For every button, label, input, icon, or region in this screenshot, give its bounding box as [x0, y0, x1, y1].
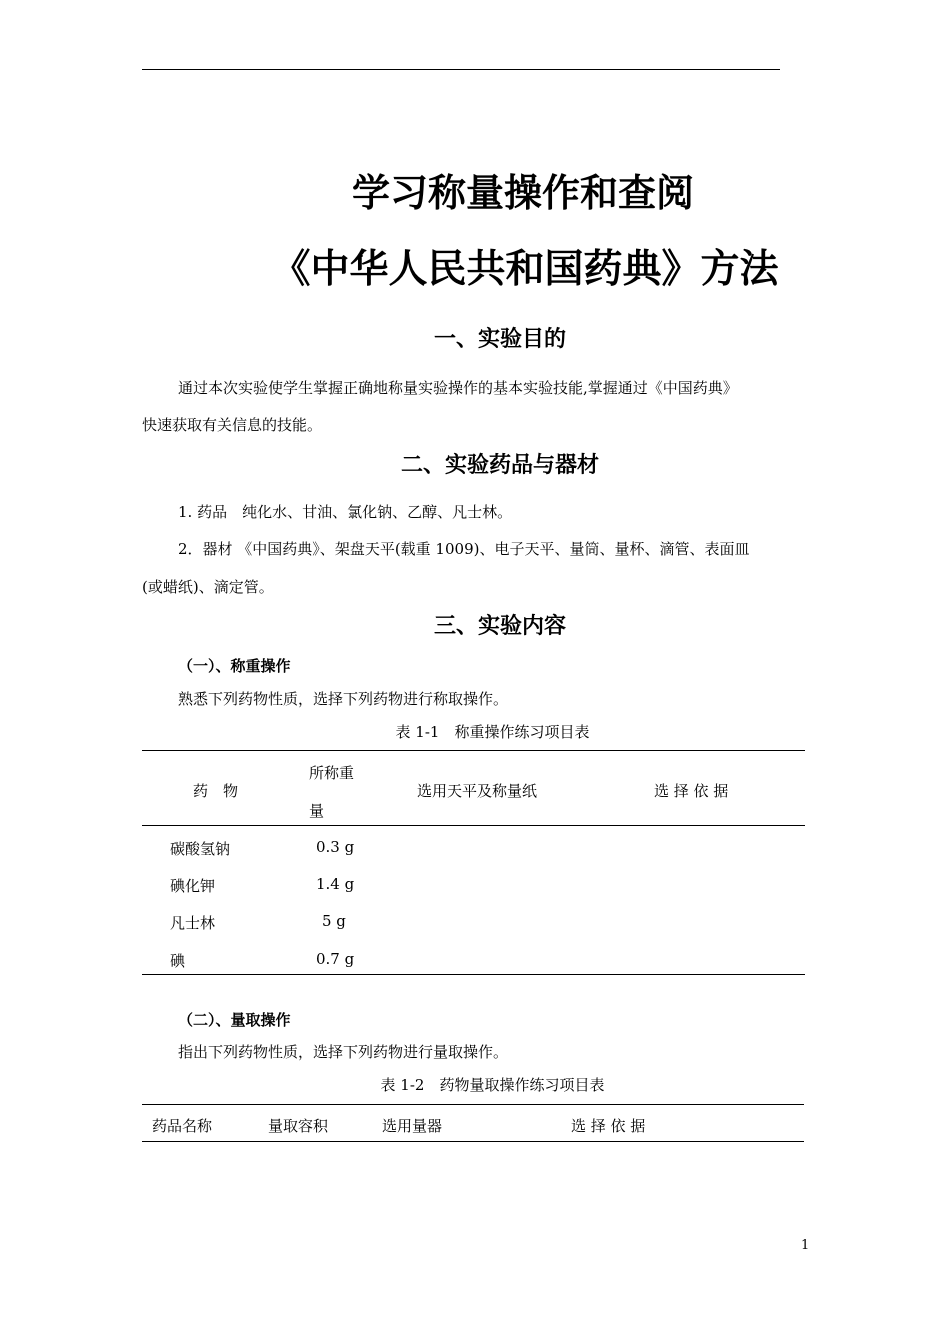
- purpose-paragraph-line1: 通过本次实验使学生掌握正确地称量实验操作的基本实验技能,掌握通过《中国药典》: [178, 379, 738, 397]
- materials-item-equipment-line1: 2．器材 《中国药典》、架盘天平(载重 1009)、电子天平、量筒、量杯、滴管、表面皿: [178, 540, 750, 558]
- table2-header-volume: 量取容积: [268, 1117, 329, 1135]
- table1-row-weight: 0.7 g: [316, 950, 355, 968]
- table1-header-drug: 药 物: [193, 782, 239, 800]
- table1-header-balance: 选用天平及称量纸: [417, 782, 538, 800]
- table2-caption: 表 1-2 药物量取操作练习项目表: [380, 1076, 605, 1094]
- purpose-paragraph-line2: 快速获取有关信息的技能。: [142, 416, 323, 434]
- table1-row-weight: 1.4 g: [316, 875, 355, 893]
- table2-header-instrument: 选用量器: [382, 1117, 443, 1135]
- document-title-line2: 《中华人民共和国药典》方法: [271, 247, 779, 292]
- materials-item-drugs: 1. 药品 纯化水、甘油、氯化钠、乙醇、凡士林。: [178, 503, 513, 521]
- header-rule: [142, 69, 780, 70]
- table2-header-basis: 选 择 依 据: [571, 1117, 646, 1135]
- table1-header-basis: 选 择 依 据: [654, 782, 729, 800]
- table1-row-weight: 5 g: [322, 912, 346, 930]
- table2-header-name: 药品名称: [152, 1117, 213, 1135]
- table1-row-weight: 0.3 g: [316, 838, 355, 856]
- table1-caption: 表 1-1 称重操作练习项目表: [395, 723, 590, 741]
- table1-header-weight-line2: 量: [309, 802, 325, 820]
- table1-bottom-rule: [142, 974, 805, 975]
- table1-header-rule: [142, 825, 805, 826]
- section-heading-content: 三、实验内容: [433, 614, 566, 639]
- table2-header-rule: [142, 1141, 804, 1142]
- table1-row-drug: 碘: [170, 952, 186, 970]
- document-title-line1: 学习称量操作和查阅: [351, 171, 694, 215]
- materials-item-equipment-line2: (或蜡纸)、滴定管。: [142, 578, 274, 596]
- table2-top-rule: [142, 1104, 804, 1105]
- page-number: 1: [801, 1238, 810, 1253]
- measuring-intro: 指出下列药物性质，选择下列药物进行量取操作。: [178, 1043, 509, 1061]
- table1-row-drug: 碘化钾: [170, 877, 216, 895]
- table1-top-rule: [142, 750, 805, 751]
- subsection-weighing: （一）、称重操作: [178, 657, 291, 675]
- table1-header-weight-line1: 所称重: [309, 764, 355, 782]
- section-heading-purpose: 一、实验目的: [433, 327, 566, 352]
- section-heading-materials: 二、实验药品与器材: [400, 453, 599, 478]
- weighing-intro: 熟悉下列药物性质，选择下列药物进行称取操作。: [178, 690, 509, 708]
- table1-row-drug: 凡士林: [170, 914, 216, 932]
- table1-row-drug: 碳酸氢钠: [170, 840, 231, 858]
- subsection-measuring: （二）、量取操作: [178, 1011, 291, 1029]
